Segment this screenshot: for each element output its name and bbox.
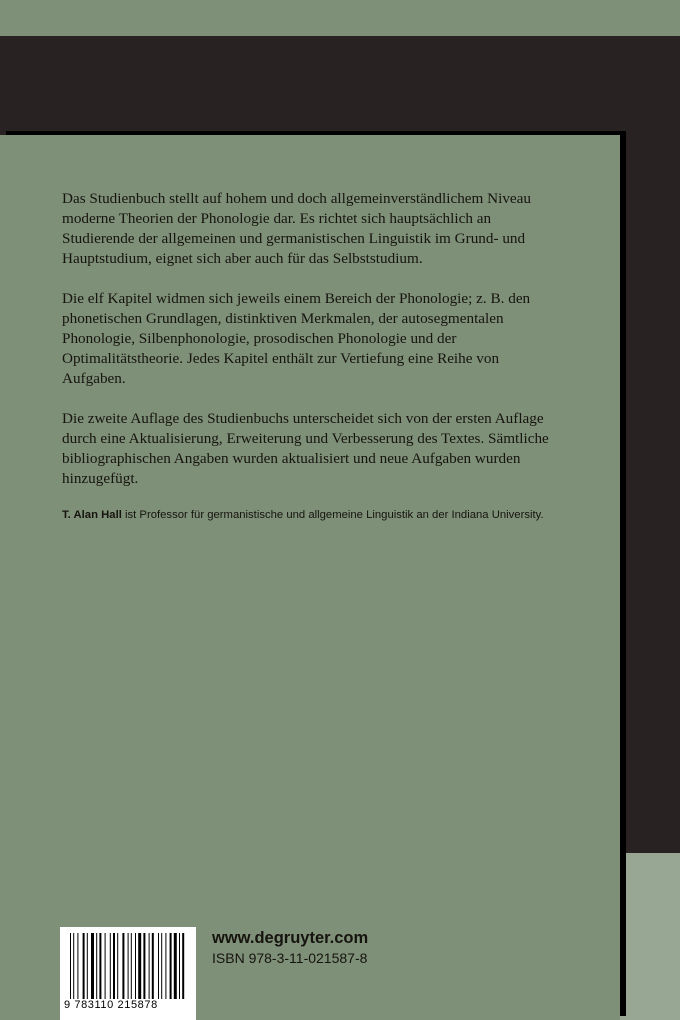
top-band xyxy=(0,0,680,36)
blurb-paragraph-3: Die zweite Auflage des Studienbuchs unterscheidet sich von der ersten Auflage durch eine Aktualisierung, Erweiterung und Verbesserung des Textes. Sämtliche bibliographischen Angaben wurden aktualisiert und neue Aufgaben wurden hinzugefügt. xyxy=(62,410,549,487)
book-back-cover xyxy=(0,135,620,1020)
blurb-paragraph-2: Die elf Kapitel widmen sich jeweils einem Bereich der Phonologie; z. B. den phonetischen Grundlagen, distinktiven Merkmalen, der autosegmentalen Phonologie, Silbenphonologie, prosodischen Phonologie und der Optimalitätstheorie. Jedes Kapitel enthält zur Vertiefung eine Reihe von Aufgaben. xyxy=(62,290,531,387)
blurb-paragraph-1: Das Studienbuch stellt auf hohem und doch allgemeinverständlichem Niveau moderne Theorien der Phonologie dar. Es richtet sich hauptsächlich an Studierende der allgemeinen und germanistischen Linguistik im Grund- und Hauptstudium, eignet sich aber auch für das Selbststudium. xyxy=(62,190,532,267)
barcode xyxy=(60,927,196,1020)
author-bio xyxy=(62,509,602,521)
blurb-text xyxy=(62,189,562,509)
author-description: ist Professor für germanistische und allgemeine Linguistik an der Indiana University. xyxy=(121,509,544,521)
barcode-digits: 9 783110 215878 xyxy=(64,999,158,1011)
author-name: T. Alan Hall xyxy=(62,509,122,521)
light-green-strip xyxy=(620,853,680,1020)
publisher-website[interactable]: www.degruyter.com xyxy=(212,929,369,947)
isbn-number: ISBN 978-3-11-021587-8 xyxy=(212,950,368,966)
barcode-bars-icon xyxy=(70,933,188,999)
